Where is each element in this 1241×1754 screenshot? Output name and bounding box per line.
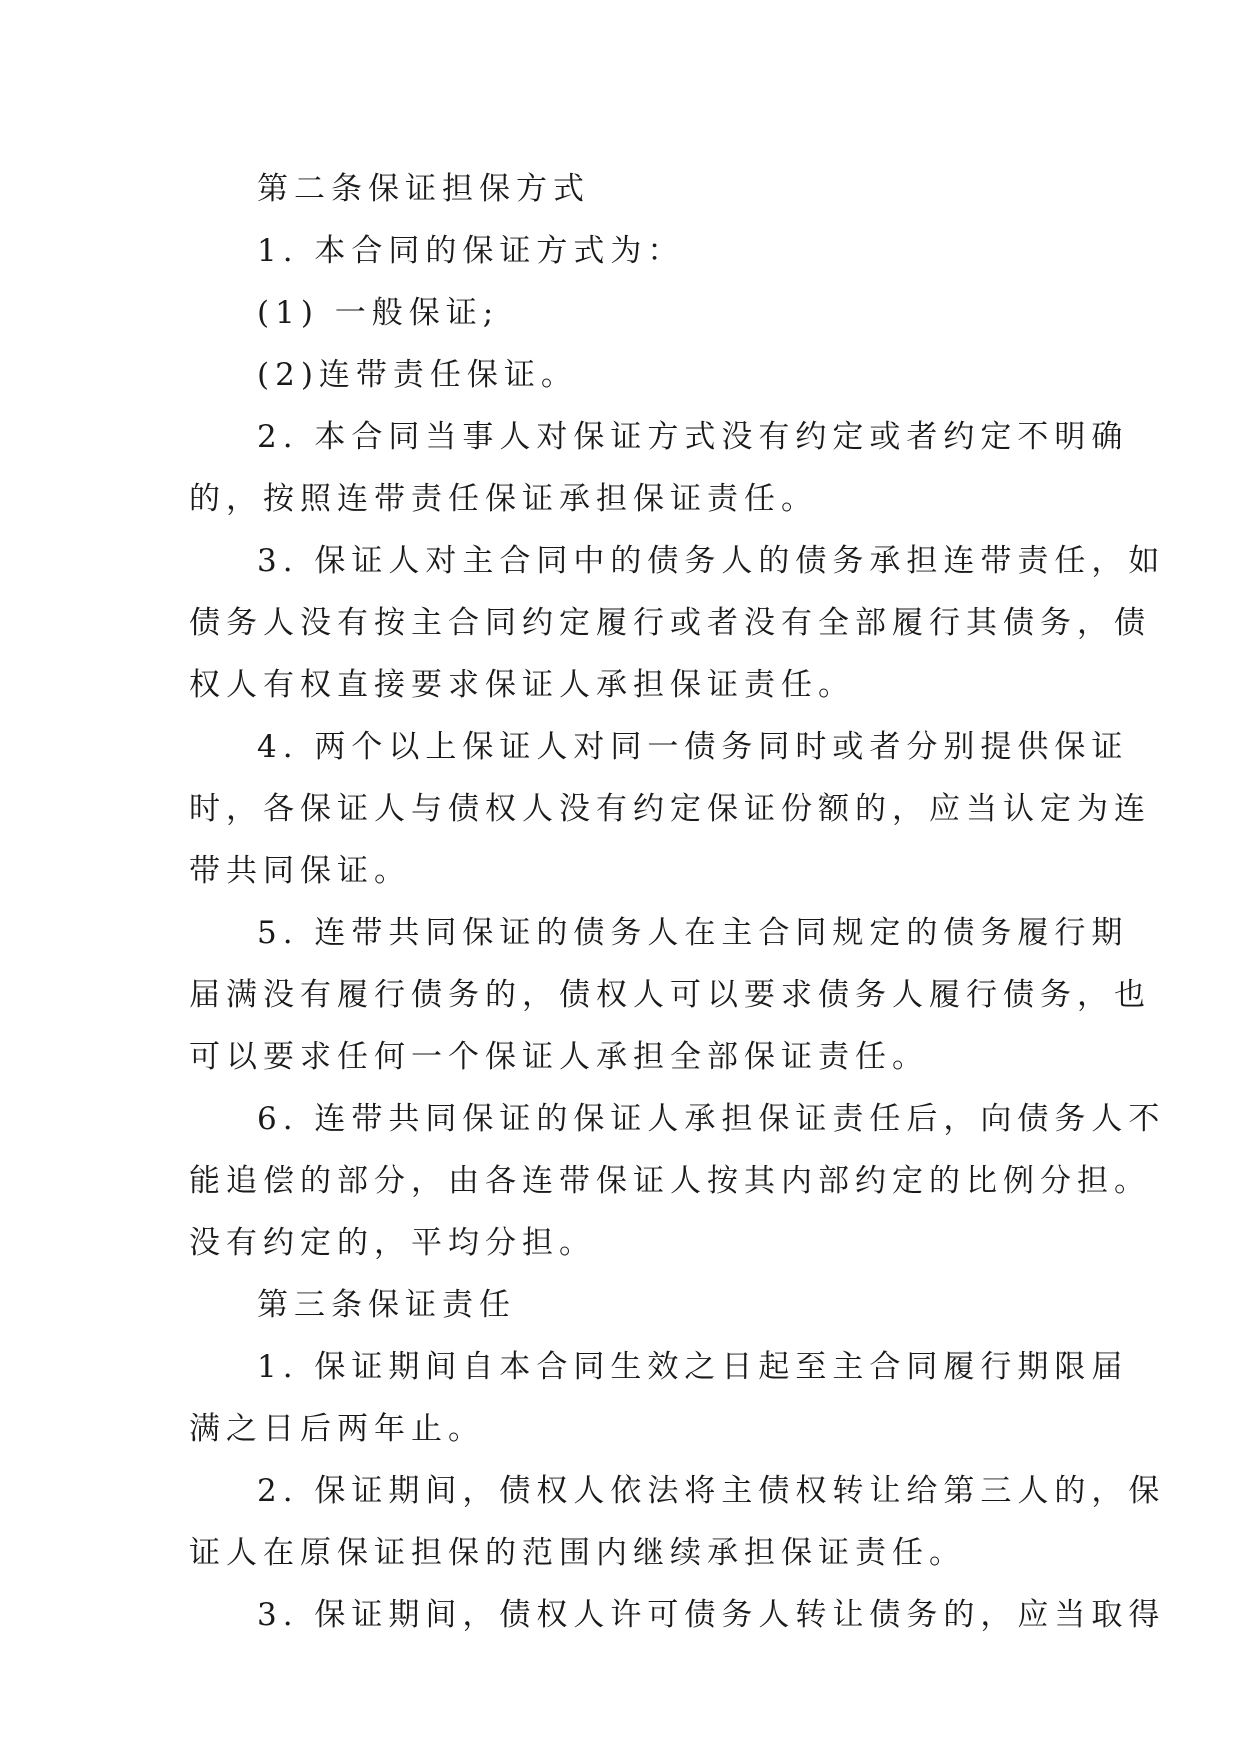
paragraph-line: 可以要求任何一个保证人承担全部保证责任。 [189, 1039, 929, 1075]
paragraph-line: 满之日后两年止。 [189, 1411, 485, 1447]
paragraph-line: 能追偿的部分，由各连带保证人按其内部约定的比例分担。 [189, 1163, 1151, 1199]
paragraph-line: 5. 连带共同保证的债务人在主合同规定的债务履行期 [257, 915, 1129, 951]
paragraph-line: 2. 本合同当事人对保证方式没有约定或者约定不明确 [257, 419, 1129, 455]
document-body [189, 158, 1166, 1646]
section-heading-3: 第三条保证责任 [257, 1287, 516, 1323]
paragraph-line: 4. 两个以上保证人对同一债务同时或者分别提供保证 [257, 729, 1129, 765]
paragraph-line: 1. 本合同的保证方式为： [257, 233, 685, 269]
section-heading-2: 第二条保证担保方式 [257, 171, 590, 207]
paragraph-line: (1) 一般保证; [257, 295, 500, 331]
paragraph-line: 的，按照连带责任保证承担保证责任。 [189, 481, 818, 517]
paragraph-line: 6. 连带共同保证的保证人承担保证责任后，向债务人不 [257, 1101, 1166, 1137]
paragraph-line: 3. 保证期间，债权人许可债务人转让债务的，应当取得 [257, 1597, 1166, 1633]
paragraph-line: (2)连带责任保证。 [257, 357, 578, 393]
paragraph-line: 2. 保证期间，债权人依法将主债权转让给第三人的，保 [257, 1473, 1166, 1509]
paragraph-line: 证人在原保证担保的范围内继续承担保证责任。 [189, 1535, 966, 1571]
paragraph-line: 3. 保证人对主合同中的债务人的债务承担连带责任，如 [257, 543, 1166, 579]
paragraph-line: 1. 保证期间自本合同生效之日起至主合同履行期限届 [257, 1349, 1129, 1385]
paragraph-line: 时，各保证人与债权人没有约定保证份额的，应当认定为连 [189, 791, 1151, 827]
paragraph-line: 届满没有履行债务的，债权人可以要求债务人履行债务，也 [189, 977, 1151, 1013]
paragraph-line: 带共同保证。 [189, 853, 411, 889]
paragraph-line: 没有约定的，平均分担。 [189, 1225, 596, 1261]
paragraph-line: 权人有权直接要求保证人承担保证责任。 [189, 667, 855, 703]
paragraph-line: 债务人没有按主合同约定履行或者没有全部履行其债务，债 [189, 605, 1151, 641]
